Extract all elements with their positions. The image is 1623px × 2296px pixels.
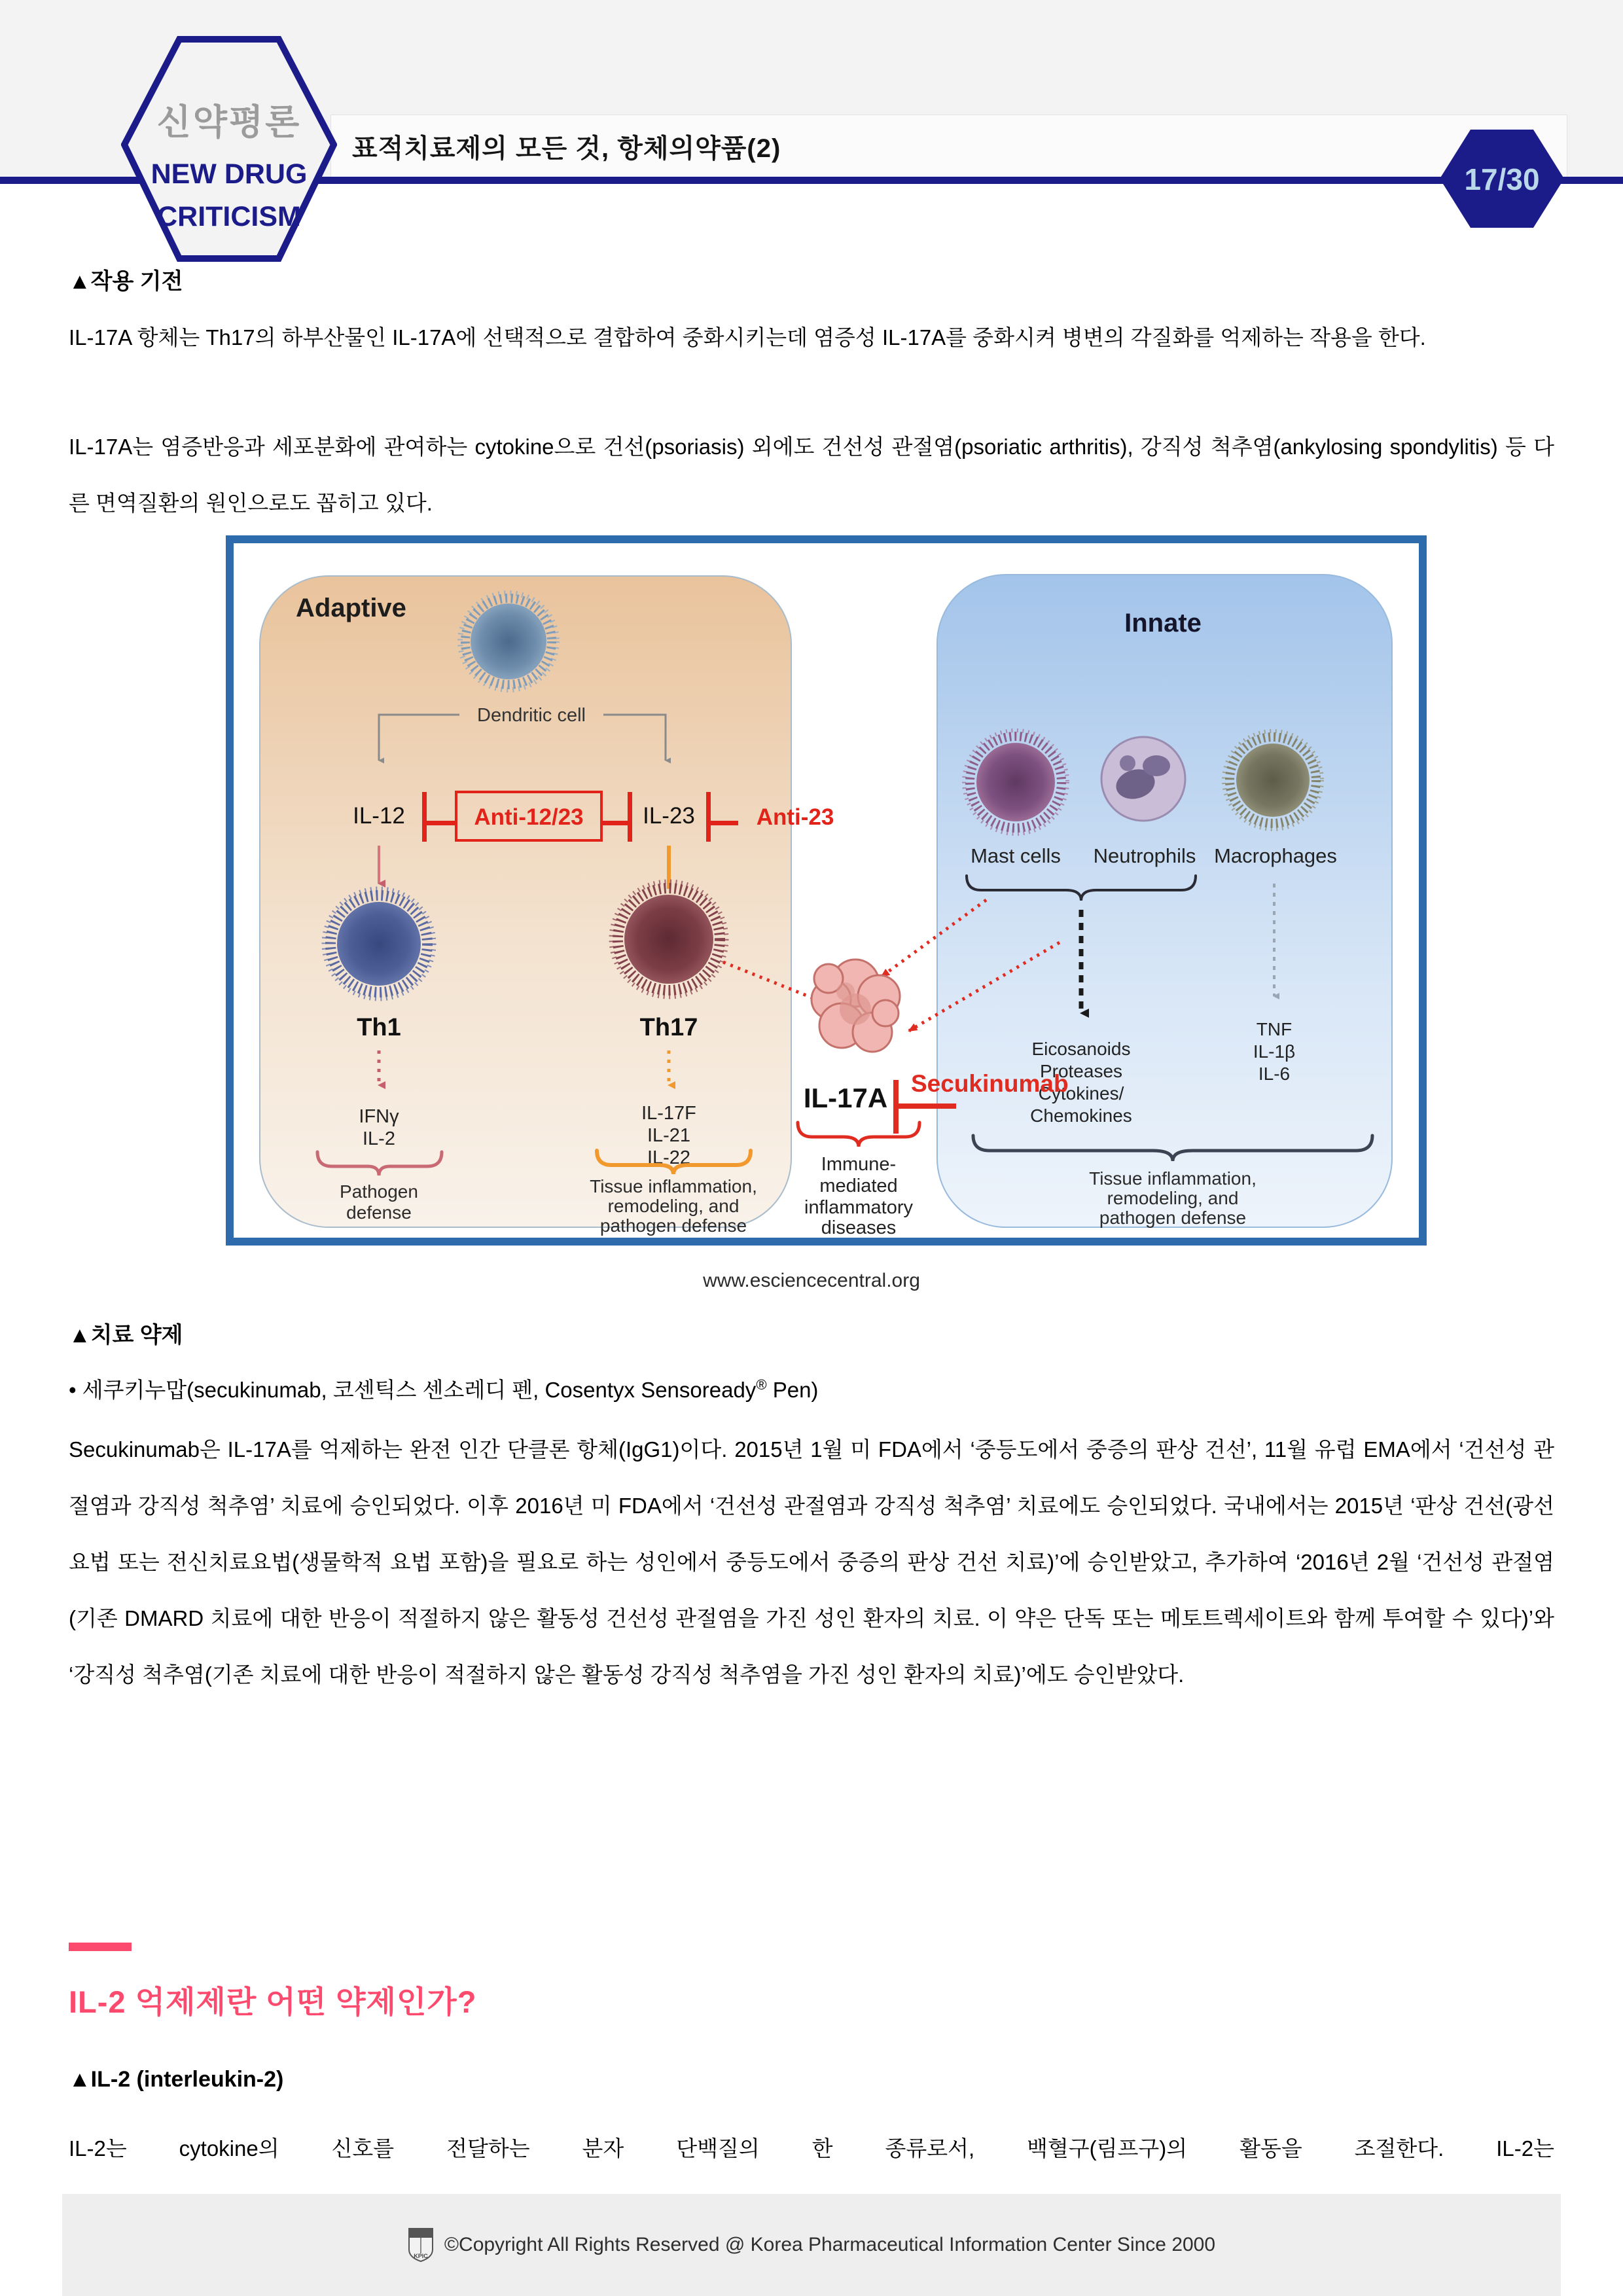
mast-cells-label: Mast cells bbox=[971, 844, 1061, 867]
center-outcome: Immune- bbox=[821, 1154, 897, 1175]
badge-hexagon-icon bbox=[1440, 130, 1564, 228]
bullet-icon: • bbox=[69, 1378, 77, 1402]
innate-mediator: Chemokines bbox=[1030, 1105, 1132, 1126]
il2-sub-heading: ▲IL-2 (interleukin-2) bbox=[69, 2067, 284, 2092]
innate-title: Innate bbox=[1124, 609, 1202, 637]
center-outcome: diseases bbox=[821, 1217, 897, 1238]
innate-mediator: Proteases bbox=[1039, 1061, 1123, 1081]
th17-label: Th17 bbox=[639, 1014, 698, 1041]
macrophage-mediator: TNF bbox=[1256, 1019, 1293, 1039]
pathway-figure bbox=[226, 535, 1427, 1246]
drug-bullet-tail: Pen) bbox=[766, 1378, 819, 1402]
page-number: 17/30 bbox=[1464, 162, 1540, 196]
logo-line3: CRITICISM bbox=[157, 201, 301, 232]
th17-cytokine: IL-22 bbox=[647, 1147, 691, 1168]
page-number-badge bbox=[1440, 130, 1564, 228]
th17-cytokine: IL-21 bbox=[647, 1125, 691, 1146]
logo-korean: 신약평론 bbox=[156, 103, 302, 142]
journal-logo bbox=[121, 36, 337, 262]
anti-12-23-label: Anti-12/23 bbox=[474, 804, 584, 830]
il17a-molecule-icon bbox=[812, 960, 900, 1052]
il23-label: IL-23 bbox=[643, 803, 695, 829]
secukinumab-label: Secukinumab bbox=[911, 1070, 1069, 1097]
kpic-text: KPIC bbox=[414, 2253, 428, 2259]
macrophage-mediator: IL-6 bbox=[1258, 1064, 1291, 1084]
innate-outcome: Tissue inflammation, bbox=[1089, 1168, 1257, 1189]
page-title: 표적치료제의 모든 것, 항체의약품(2) bbox=[352, 134, 781, 163]
th1-outcome: Pathogen bbox=[340, 1181, 418, 1202]
kpic-shield-icon bbox=[408, 2227, 434, 2263]
th1-cytokine: IL-2 bbox=[363, 1128, 395, 1149]
il17a-label: IL-17A bbox=[803, 1083, 888, 1113]
th17-outcome: Tissue inflammation, bbox=[590, 1176, 757, 1196]
center-outcome: inflammatory bbox=[804, 1197, 913, 1218]
dendritic-label: Dendritic cell bbox=[477, 705, 586, 726]
pathway-diagram bbox=[234, 543, 1419, 1238]
th17-outcome: pathogen defense bbox=[599, 1215, 747, 1236]
figure-caption: www.esciencecentral.org bbox=[703, 1270, 920, 1291]
macrophage-mediator: IL-1β bbox=[1253, 1041, 1296, 1062]
il2-body: IL-2는 cytokine의 신호를 전달하는 분자 단백질의 한 종류로서, 백혈구(림프구)의 활동을 조절한다. IL-2는 bbox=[69, 2136, 1554, 2161]
mechanism-para2: IL-17A는 염증반응과 세포분화에 관여하는 cytokine으로 건선(psoriasis) 외에도 건선성 관절염(psoriatic arthritis), 강직성 척추염(ankylosing spondylitis) 등 다른 면역질환의 원인으로도 꼽히고 있다. bbox=[69, 435, 1554, 515]
th17-outcome: remodeling, and bbox=[607, 1196, 740, 1216]
th1-outcome: defense bbox=[346, 1202, 412, 1223]
logo-line2: NEW DRUG bbox=[151, 158, 308, 190]
il17a-brace bbox=[798, 1122, 919, 1147]
innate-panel bbox=[937, 575, 1392, 1227]
copyright-text: ©Copyright All Rights Reserved @ Korea Pharmaceutical Information Center Since 2000 bbox=[444, 2234, 1216, 2255]
adaptive-title: Adaptive bbox=[296, 594, 406, 622]
drug-bullet-text: 세쿠키누맙(secukinumab, 코센틱스 센소레디 펜, Cosentyx Sensoready bbox=[76, 1378, 757, 1402]
neutrophils-label: Neutrophils bbox=[1093, 844, 1196, 867]
th1-cytokine: IFNγ bbox=[359, 1106, 399, 1127]
innate-mediator: Cytokines/ bbox=[1038, 1083, 1124, 1103]
innate-outcome: pathogen defense bbox=[1099, 1208, 1247, 1228]
section-accent-bar bbox=[69, 1943, 132, 1951]
th1-label: Th1 bbox=[357, 1014, 401, 1041]
hexagon-logo-icon bbox=[121, 36, 337, 262]
mechanism-heading: ▲작용 기전 bbox=[69, 269, 183, 294]
mechanism-para1: IL-17A 항체는 Th17의 하부산물인 IL-17A에 선택적으로 결합하여 중화시키는데 염증성 IL-17A를 중화시켜 병변의 각질화를 억제하는 작용을 한다. bbox=[69, 325, 1426, 350]
anti-23-label: Anti-23 bbox=[756, 804, 834, 830]
drug-heading: ▲치료 약제 bbox=[69, 1323, 183, 1348]
drug-body: Secukinumab은 IL-17A를 억제하는 완전 인간 단클론 항체(IgG1)이다. 2015년 1월 미 FDA에서 ‘중등도에서 중증의 판상 건선’, 11월 유럽 EMA에서 ‘건선성 관절염과 강직성 척추염’ 치료에 승인되었다. 이후 2016년 미 FDA에서 ‘건선성 관절염과 강직성 척추염’ 치료에도 승인되었다. 국내에서는 2015년 ‘판상 건선(광선요법 또는 전신치료요법(생물학적 요법 포함)을 필요로 하는 성인에서 중등도에서 중증의 판상 건선 치료)’에 승인받았고, 추가하여 ‘2016년 2월 ‘건선성 관절염(기존 DMARD 치료에 대한 반응이 적절하지 않은 활동성 건선성 관절염을 가진 성인 환자의 치료. 이 약은 단독 또는 메토트렉세이트와 함께 투여할 수 있다)’와 ‘강직성 척추염(기존 치료에 대한 반응이 적절하지 않은 활동성 강직성 척추염을 가진 성인 환자의 치료)’에도 승인받았다. bbox=[69, 1437, 1554, 1687]
th17-cytokine: IL-17F bbox=[641, 1103, 696, 1124]
registered-mark: ® bbox=[756, 1376, 767, 1393]
innate-mediator: Eicosanoids bbox=[1031, 1039, 1131, 1059]
page-title-box bbox=[330, 115, 1567, 177]
macrophages-label: Macrophages bbox=[1214, 844, 1337, 867]
il12-label: IL-12 bbox=[353, 803, 405, 829]
footer bbox=[62, 2194, 1561, 2296]
neutrophil-icon bbox=[1101, 737, 1185, 821]
center-outcome: mediated bbox=[819, 1175, 898, 1196]
il2-section-heading: IL-2 억제제란 어떤 약제인가? bbox=[69, 1984, 477, 2019]
innate-outcome: remodeling, and bbox=[1107, 1188, 1239, 1208]
drug-bullet-line bbox=[69, 1373, 1554, 1404]
